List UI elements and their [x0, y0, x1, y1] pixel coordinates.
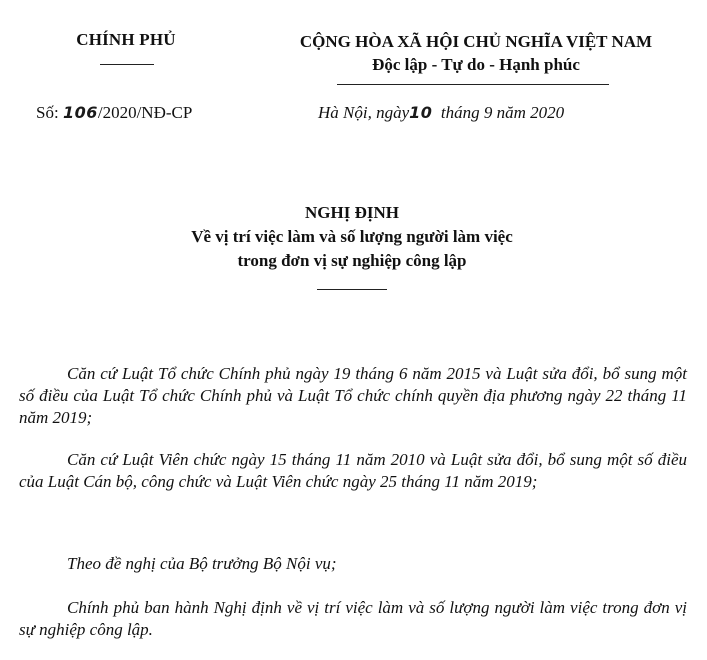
preamble-paragraph: Căn cứ Luật Viên chức ngày 15 tháng 11 năm 2010 và Luật sửa đổi, bổ sung một số điều của Luật Cán bộ, công chức và Luật Viên chức ngày 25 tháng 11 năm 2019; — [19, 450, 687, 491]
agency-underline — [100, 64, 154, 65]
date-place: Hà Nội, ngày — [318, 103, 410, 122]
decree-subject-line-1: Về vị trí việc làm và số lượng người làm việc — [191, 227, 513, 246]
date-month-year: tháng 9 năm 2020 — [440, 103, 565, 122]
decree-type: NGHỊ ĐỊNH — [305, 203, 399, 222]
date-day-handwritten: 10 — [409, 103, 433, 122]
national-motto: Độc lập - Tự do - Hạnh phúc — [372, 55, 580, 74]
preamble-paragraph: Theo đề nghị của Bộ trưởng Bộ Nội vụ; — [67, 554, 337, 573]
preamble-paragraph: Chính phủ ban hành Nghị định về vị trí việc làm và số lượng người làm việc trong đơn vị sự nghiệp công lập. — [19, 598, 687, 639]
issue-date — [318, 103, 564, 123]
decree-subject-line-2: trong đơn vị sự nghiệp công lập — [237, 251, 467, 270]
country-name: CỘNG HÒA XÃ HỘI CHỦ NGHĨA VIỆT NAM — [299, 32, 653, 51]
preamble-paragraph: Căn cứ Luật Tổ chức Chính phủ ngày 19 tháng 6 năm 2015 và Luật sửa đổi, bổ sung một số điều của Luật Tổ chức Chính phủ và Luật Tổ chức chính quyền địa phương ngày 22 tháng 11 năm 2019; — [19, 364, 687, 427]
doc-number-prefix: Số: — [36, 103, 59, 122]
national-header — [258, 30, 694, 76]
agency-name: CHÍNH PHỦ — [76, 30, 176, 49]
doc-number-handwritten: 106 — [62, 103, 98, 122]
title-underline — [317, 289, 387, 290]
decree-title — [100, 201, 604, 273]
doc-number-suffix: /2020/NĐ-CP — [97, 103, 193, 122]
document-number — [36, 103, 192, 123]
motto-underline — [337, 84, 609, 85]
